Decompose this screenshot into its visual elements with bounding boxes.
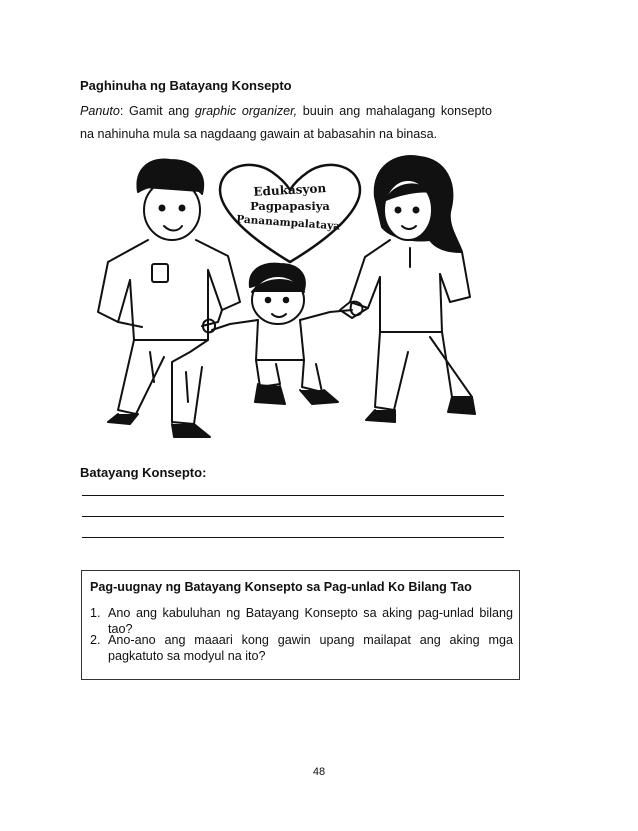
instruction-italic-term: graphic organizer, bbox=[194, 104, 298, 118]
heart-word-3: Pananampalataya bbox=[235, 213, 341, 233]
question-text: Ano-ano ang maaari kong gawin upang mailapat ang aking mga pagkatuto sa modyul na ito? bbox=[108, 633, 513, 663]
section-heading: Paghinuha ng Batayang Konsepto bbox=[80, 78, 292, 93]
question-item bbox=[90, 632, 513, 668]
family-illustration bbox=[90, 152, 490, 447]
instruction-text-after: buuin ang mahalagang konsepto na nahinuha mula sa nagdaang gawain at babasahin na binasa. bbox=[80, 104, 492, 141]
instruction-text-before: : Gamit ang bbox=[119, 104, 195, 118]
concept-label: Batayang Konsepto: bbox=[80, 465, 207, 480]
reflection-box bbox=[81, 570, 520, 680]
question-number: 1. bbox=[90, 606, 101, 620]
question-item bbox=[90, 605, 513, 636]
heart-word-1: Edukasyon bbox=[253, 181, 327, 199]
child-figure bbox=[203, 264, 363, 404]
answer-line-2 bbox=[82, 516, 504, 517]
heart-word-2: Pagpapasiya bbox=[250, 199, 330, 213]
father-figure bbox=[98, 159, 240, 437]
reflection-box-title: Pag-uugnay ng Batayang Konsepto sa Pag-unlad Ko Bilang Tao bbox=[90, 580, 472, 594]
instruction-paragraph bbox=[80, 100, 492, 146]
page-number: 48 bbox=[312, 766, 326, 778]
question-text: Ano ang kabuluhan ng Batayang Konsepto sa aking pag-unlad bilang tao? bbox=[108, 606, 513, 636]
answer-line-1 bbox=[82, 495, 504, 496]
instruction-label: Panuto bbox=[80, 104, 120, 118]
question-number: 2. bbox=[90, 633, 101, 647]
answer-line-3 bbox=[82, 537, 504, 538]
